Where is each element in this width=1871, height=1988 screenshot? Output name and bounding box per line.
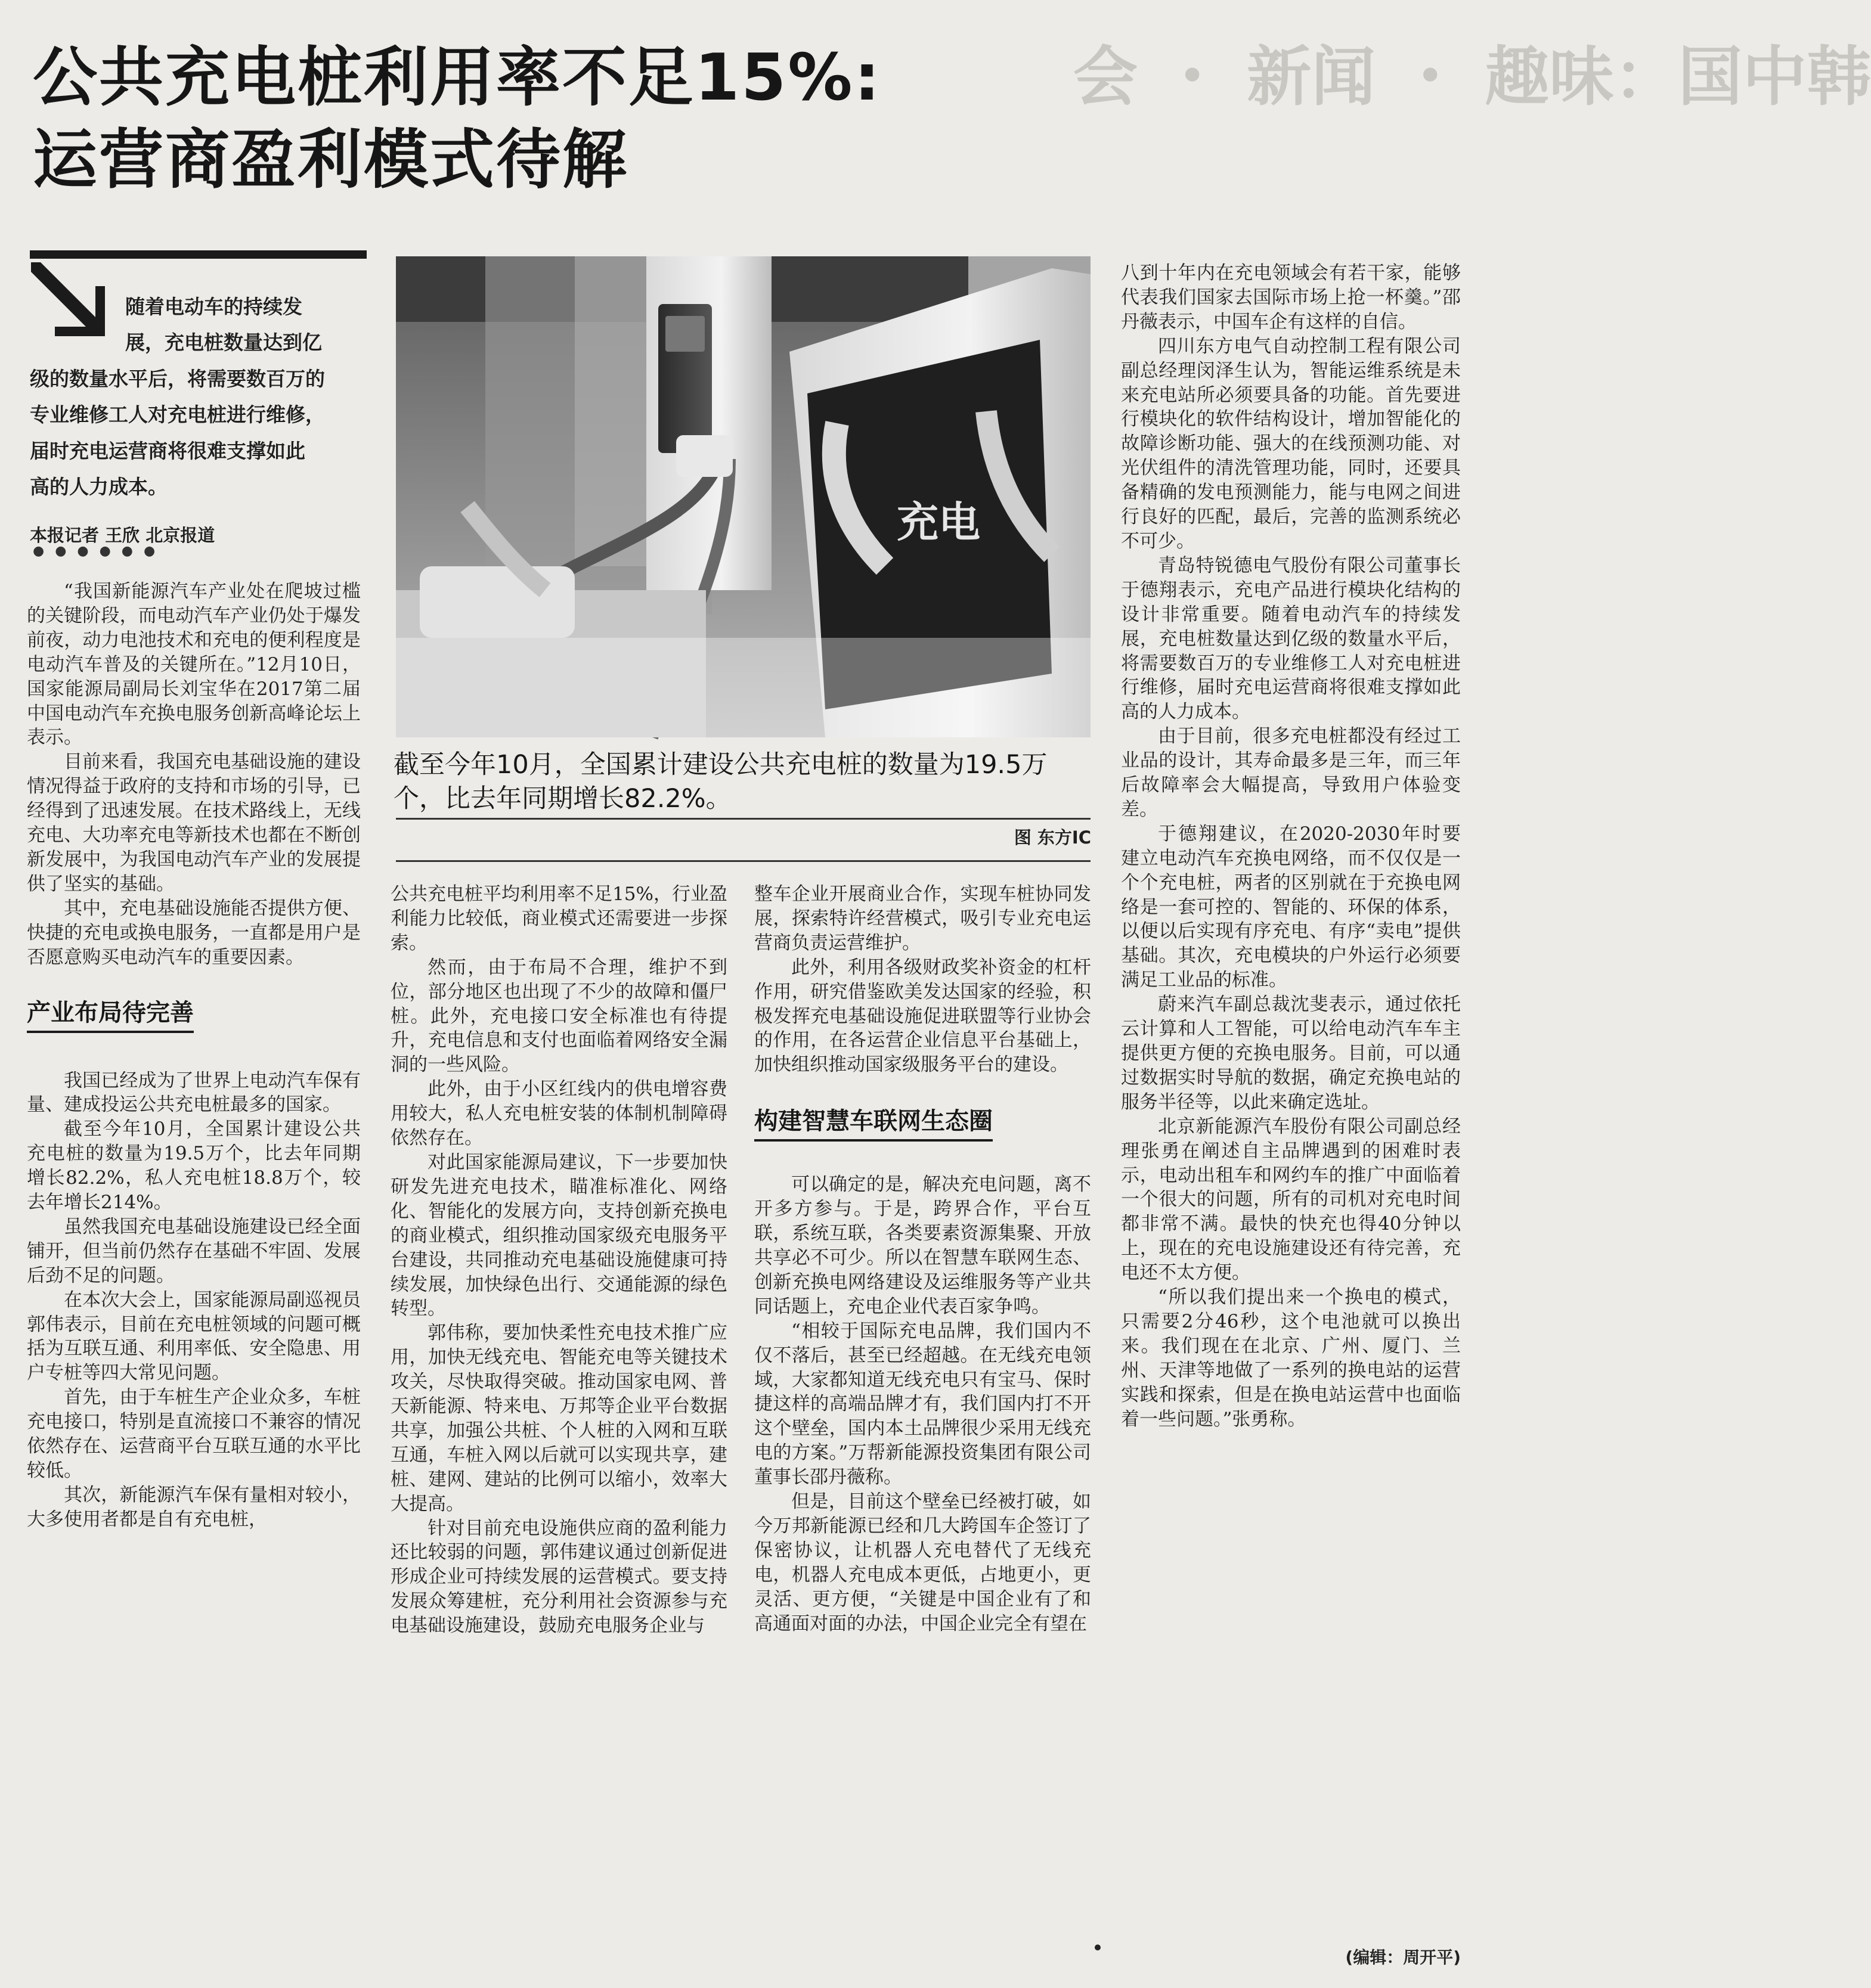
sign-text: 充电 [897, 498, 980, 547]
paragraph: 其次，新能源汽车保有量相对较小，大多使用者都是自有充电桩， [27, 1484, 361, 1530]
paragraph-continued: 八到十年内在充电领域会有若干家，能够代表我们国家去国际市场上抢一杯羹。”邵丹薇表示，中国车企有这样的自信。 [1121, 262, 1461, 333]
paragraph-continued: 公共充电桩平均利用率不足15%，行业盈利能力比较低，商业模式还需要进一步探索。 [391, 883, 727, 954]
section-heading-industry-layout: 产业布局待完善 [27, 996, 194, 1033]
headline-line-2: 运营商盈利模式待解 [33, 123, 629, 197]
paragraph: 四川东方电气自动控制工程有限公司副总经理闵泽生认为，智能运维系统是未来充电站所必须要具备的功能。首先要进行模块化的软件结构设计，增加智能化的故障诊断功能、强大的在线预测功能、对光伏组件的清洗管理功能，同时，还要具备精确的发电预测能力，能与电网之间进行良好的匹配，最后，完善的监测系统必不可少。 [1121, 335, 1461, 552]
lead-line-6: 高的人力成本。 [30, 475, 168, 498]
paragraph: 蔚来汽车副总裁沈斐表示，通过依托云计算和人工智能，可以给电动汽车车主提供更方便的充换电服务。目前，可以通过数据实时导航的数据，确定充换电站的服务半径等，以此来确定选址。 [1121, 994, 1461, 1113]
byline: 本报记者 王欣 北京报道 [30, 525, 215, 545]
credit-rule [396, 860, 1091, 862]
column-2 [391, 882, 727, 1638]
column-1 [27, 579, 361, 1532]
paragraph: 对此国家能源局建议，下一步要加快研发先进充电技术，瞄准标准化、网络化、智能化的发展方向，支持创新充换电的商业模式，组织推动国家级充电服务平台建设，共同推动充电基础设施健康可持续发展，加快绿色出行、交通能源的绿色转型。 [391, 1151, 727, 1320]
byline-emphasis-dots: ●●●●●● [33, 544, 166, 559]
paragraph: 由于目前，很多充电桩都没有经过工业品的设计，其寿命最多是三年，而三年后故障率会大幅提高，导致用户体验变差。 [1121, 725, 1461, 820]
paragraph: 但是，目前这个壁垒已经被打破，如今万邦新能源已经和几大跨国车企签订了保密协议，让机器人充电替代了无线充电，机器人充电成本更低，占地更小，更灵活、更方便，“关键是中国企业有了和高通面对面的办法，中国企业完全有望在 [754, 1491, 1091, 1635]
paragraph: 目前来看，我国充电基础设施的建设情况得益于政府的支持和市场的引导，已经得到了迅速发展。在技术路线上，无线充电、大功率充电等新技术也都在不断创新发展中，为我国电动汽车产业的发展提供了坚实的基础。 [27, 751, 361, 895]
paragraph: “我国新能源汽车产业处在爬坡过槛的关键阶段，而电动汽车产业仍处于爆发前夜，动力电池技术和充电的便利程度是电动汽车普及的关键所在。”12月10日，国家能源局副局长刘宝华在2017第二届中国电动汽车充换电服务创新高峰论坛上表示。 [27, 581, 361, 749]
lead-line-3: 级的数量水平后，将需要数百万的 [30, 367, 325, 390]
lead-line-5: 届时充电运营商将很难支撑如此 [30, 439, 305, 463]
paragraph-continued: 整车企业开展商业合作，实现车桩协同发展，探索特许经营模式，吸引专业充电运营商负责运营维护。 [754, 883, 1091, 954]
paragraph: 北京新能源汽车股份有限公司副总经理张勇在阐述自主品牌遇到的困难时表示，电动出租车和网约车的推广中面临着一个很大的问题，所有的司机对充电时间都非常不满。最快的快充也得40分钟以上，现在的充电设施建设还有待完善，充电还不太方便。 [1121, 1115, 1461, 1284]
charging-station-photo [396, 256, 1091, 737]
lead-line-4: 专业维修工人对充电桩进行维修， [30, 403, 325, 426]
bleed-through-text: 会 ・ 新闻 ・ 趣味：国中韩 [1073, 40, 1871, 114]
lead-line-2: 展，充电桩数量达到亿 [125, 331, 322, 354]
paragraph: “相较于国际充电品牌，我们国内不仅不落后，甚至已经超越。在无线充电领域，大家都知道无线充电只有宝马、保时捷这样的高端品牌才有，我们国内打不开这个壁垒，国内本土品牌很少采用无线充电的方案。”万帮新能源投资集团有限公司董事长邵丹薇称。 [754, 1320, 1091, 1488]
paragraph: 在本次大会上，国家能源局副巡视员郭伟表示，目前在充电桩领域的问题可概括为互联互通、利用率低、安全隐患、用户专桩等四大常见问题。 [27, 1289, 361, 1384]
caption-rule [396, 818, 1091, 820]
section-heading-smart-iov: 构建智慧车联网生态圈 [754, 1105, 993, 1142]
paragraph: “所以我们提出来一个换电的模式，只需要2分46秒，这个电池就可以换出来。我们现在在北京、广州、厦门、兰州、天津等地做了一系列的换电站的运营实践和探索，但是在换电站运营中也面临着一些问题。”张勇称。 [1121, 1286, 1461, 1430]
paragraph: 此外，利用各级财政奖补资金的杠杆作用，研究借鉴欧美发达国家的经验，积极发挥充电基础设施促进联盟等行业协会的作用，在各运营企业信息平台基础上，加快组织推动国家级服务平台的建设。 [754, 956, 1091, 1076]
lead-rule [30, 250, 367, 259]
headline [33, 37, 1046, 201]
photo-credit: 图 东方IC [1014, 827, 1091, 848]
paragraph: 然而，由于布局不合理，维护不到位，部分地区也出现了不少的故障和僵尸桩。此外，充电接口安全标准也有待提升，充电信息和支付也面临着网络安全漏洞的一些风险。 [391, 956, 727, 1076]
column-4 [1121, 261, 1461, 1432]
paragraph: 针对目前充电设施供应商的盈利能力还比较弱的问题，郭伟建议通过创新促进形成企业可持续发展的运营模式。要支持发展众筹建桩，充分利用社会资源参与充电基础设施建设，鼓励充电服务企业与 [391, 1517, 727, 1637]
column-3 [754, 882, 1091, 1636]
paragraph: 于德翔建议，在2020-2030年时要建立电动汽车充换电网络，而不仅仅是一个个充电桩，两者的区别就在于充换电网络是一套可控的、智能的、环保的体系，以便以后实现有序充电、有序“卖电”提供基础。其次，充电模块的户外运行必须要满足工业品的标准。 [1121, 823, 1461, 991]
paragraph: 青岛特锐德电气股份有限公司董事长于德翔表示，充电产品进行模块化结构的设计非常重要。随着电动汽车的持续发展，充电桩数量达到亿级的数量水平后，将需要数百万的专业维修工人对充电桩进行维修，届时充电运营商将很难支撑如此高的人力成本。 [1121, 554, 1461, 723]
photo-caption: 截至今年10月，全国累计建设公共充电桩的数量为19.5万个，比去年同期增长82.2%。 [394, 750, 1048, 814]
paragraph: 截至今年10月，全国累计建设公共充电桩的数量为19.5万个，比去年同期增长82.2%，私人充电桩18.8万个，较去年增长214%。 [27, 1118, 361, 1214]
paragraph: 可以确定的是，解决充电问题，离不开多方参与。于是，跨界合作，平台互联，系统互联，各类要素资源集聚、开放共享必不可少。所以在智慧车联网生态、创新充换电网络建设及运维服务等产业共同话题上，充电企业代表百家争鸣。 [754, 1174, 1091, 1317]
paragraph: 首先，由于车桩生产企业众多，车桩充电接口，特别是直流接口不兼容的情况依然存在、运营商平台互联互通的水平比较低。 [27, 1387, 361, 1481]
lead-line-1: 随着电动车的持续发 [125, 295, 302, 318]
paragraph: 虽然我国充电基础设施建设已经全面铺开，但当前仍然存在基础不牢固、发展后劲不足的问题。 [27, 1215, 361, 1286]
paragraph: 此外，由于小区红线内的供电增容费用较大，私人充电桩安装的体制机制障碍依然存在。 [391, 1078, 727, 1149]
headline-line-1: 公共充电桩利用率不足15%: [33, 41, 882, 115]
continuation-dot [1095, 1944, 1101, 1950]
editor-credit: (编辑：周开平) [1345, 1947, 1461, 1967]
paragraph: 其中，充电基础设施能否提供方便、快捷的充电或换电服务，一直都是用户是否愿意购买电动汽车的重要因素。 [27, 897, 361, 968]
paragraph: 我国已经成为了世界上电动汽车保有量、建成投运公共充电桩最多的国家。 [27, 1069, 361, 1116]
paragraph: 郭伟称，要加快柔性充电技术推广应用，加快无线充电、智能充电等关键技术攻关，尽快取得突破。推动国家电网、普天新能源、特来电、万邦等企业平台数据共享，加强公共桩、个人桩的入网和互联互通，车桩入网以后就可以实现共享，建桩、建网、建站的比例可以缩小，效率大大提高。 [391, 1322, 727, 1515]
